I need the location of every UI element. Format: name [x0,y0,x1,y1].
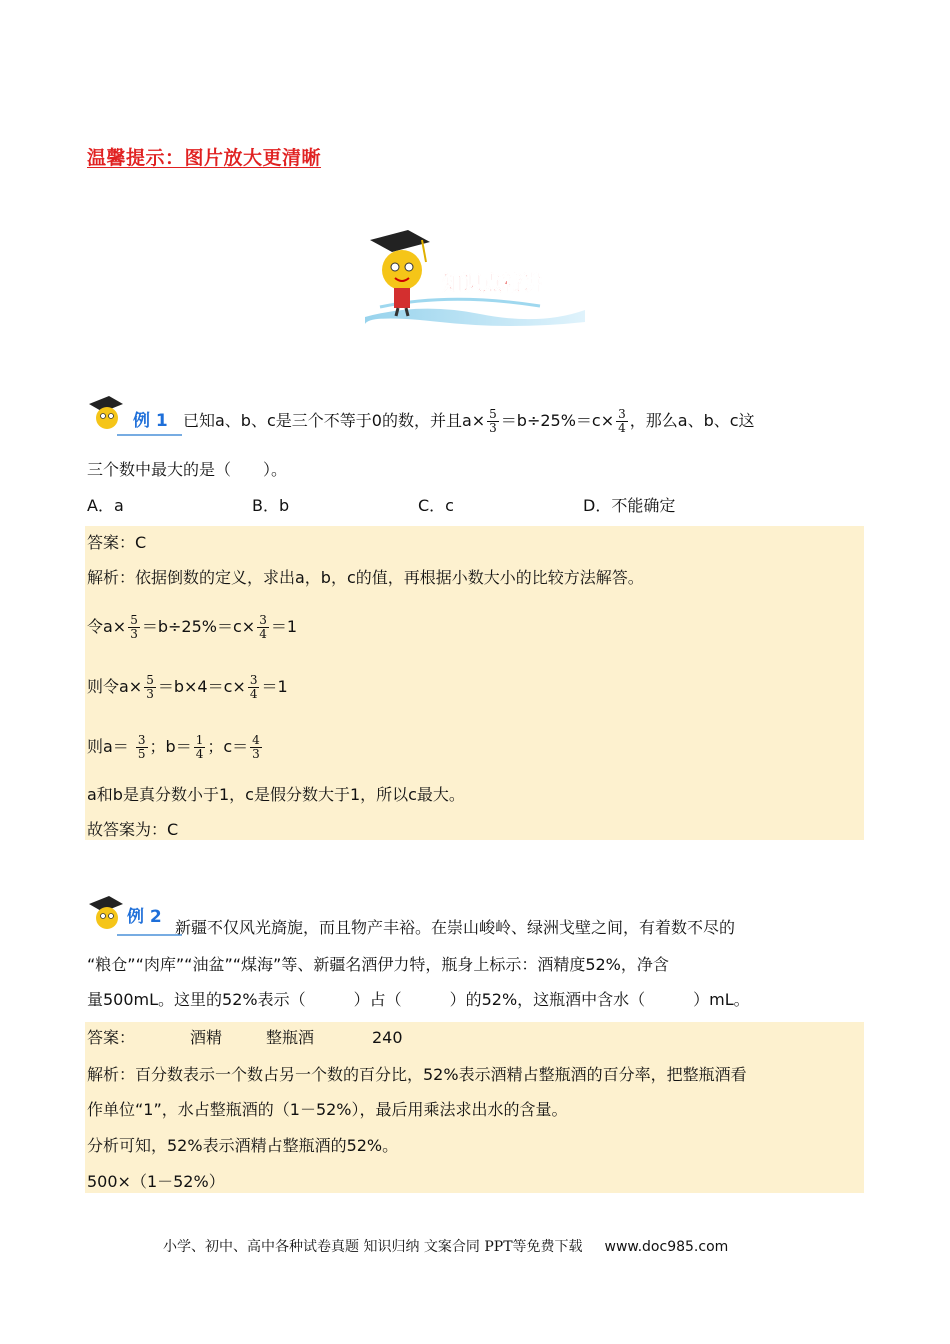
ex1-question-line2: 三个数中最大的是（ ）。 [87,460,288,479]
ex1-step1: 令a× $\frac{5}{3}$ ＝b÷25%＝c× $\frac{3}{4}$ ＝1 [87,613,298,641]
ex1-step3: 则a＝ $\frac{3}{5}$ ；b＝ $\frac{1}{4}$ ；c＝ $\frac{4}{3}$ [87,733,260,761]
footer-text: 小学、初中、高中各种试卷真题 知识归纳 文案合同 PPT等免费下载 [163,1239,583,1255]
ex1-analysis: 解析：依据倒数的定义，求出a，b，c的值，再根据小数大小的比较方法解答。 [87,568,644,587]
ex1-option-b: B．b [252,496,290,515]
fraction-3-4: $\frac{3}{4}$ [618,407,626,435]
example-1-badge [87,392,182,436]
svg-text:例 2: 例 2 [127,907,162,927]
ex1-conclusion: a和b是真分数小于1，c是假分数大于1，所以c最大。 [87,785,465,804]
svg-text:例 1: 例 1 [133,411,168,431]
knowledge-banner [360,222,590,332]
ex2-question-line1: 新疆不仅风光旖旎，而且物产丰裕。在崇山峻岭、绿洲戈壁之间，有着数不尽的 [175,918,736,937]
fraction-5-3: $\frac{5}{3}$ [489,407,497,435]
ex1-option-c: C．c [418,496,454,515]
hint-title: 温馨提示：图片放大更清晰 [87,147,322,169]
ex2-analysis-2: 作单位“1”，水占整瓶酒的（1－52%），最后用乘法求出水的含量。 [87,1100,568,1119]
ex2-answer-2: 整瓶酒 [266,1028,315,1047]
ex2-analysis-4: 500×（1－52%） [87,1172,225,1191]
ex1-step2: 则令a× $\frac{5}{3}$ ＝b×4＝c× $\frac{3}{4}$ ＝1 [87,673,288,701]
example-2-badge [87,892,182,936]
footer-url[interactable]: www.doc985.com [604,1239,729,1255]
ex2-answer-1: 酒精 [190,1028,223,1047]
scholar-mascot-icon [370,230,430,316]
ex1-question-line1: 已知a、b、c是三个不等于0的数，并且a× $\frac{5}{3}$ ＝b÷25%＝c× $\frac{3}{4}$ ，那么a、b、c这 [183,407,755,435]
ex1-answer: 答案：C [87,533,147,552]
ex2-question-line3: 量500mL。这里的52%表示（ ）占（ ）的52%，这瓶酒中含水（ ）mL。 [87,990,750,1009]
ex2-question-line2: “粮仓”“肉库”“油盆”“煤海”等、新疆名酒伊力特，瓶身上标示：酒精度52%，净含 [87,955,669,974]
ex2-analysis-1: 解析：百分数表示一个数占另一个数的百分比，52%表示酒精占整瓶酒的百分率，把整瓶酒看 [87,1065,747,1084]
page-footer [163,1236,728,1256]
ex1-final-answer: 故答案为：C [87,820,179,839]
ex1-option-d: D．不能确定 [583,496,676,515]
ex2-answer-label: 答案： [87,1028,136,1047]
ex2-answer-3: 240 [372,1028,403,1047]
ex2-analysis-3: 分析可知，52%表示酒精占整瓶酒的52%。 [87,1136,399,1155]
banner-text: 知识点精讲 [442,271,542,295]
ex1-option-a: A．a [87,496,124,515]
